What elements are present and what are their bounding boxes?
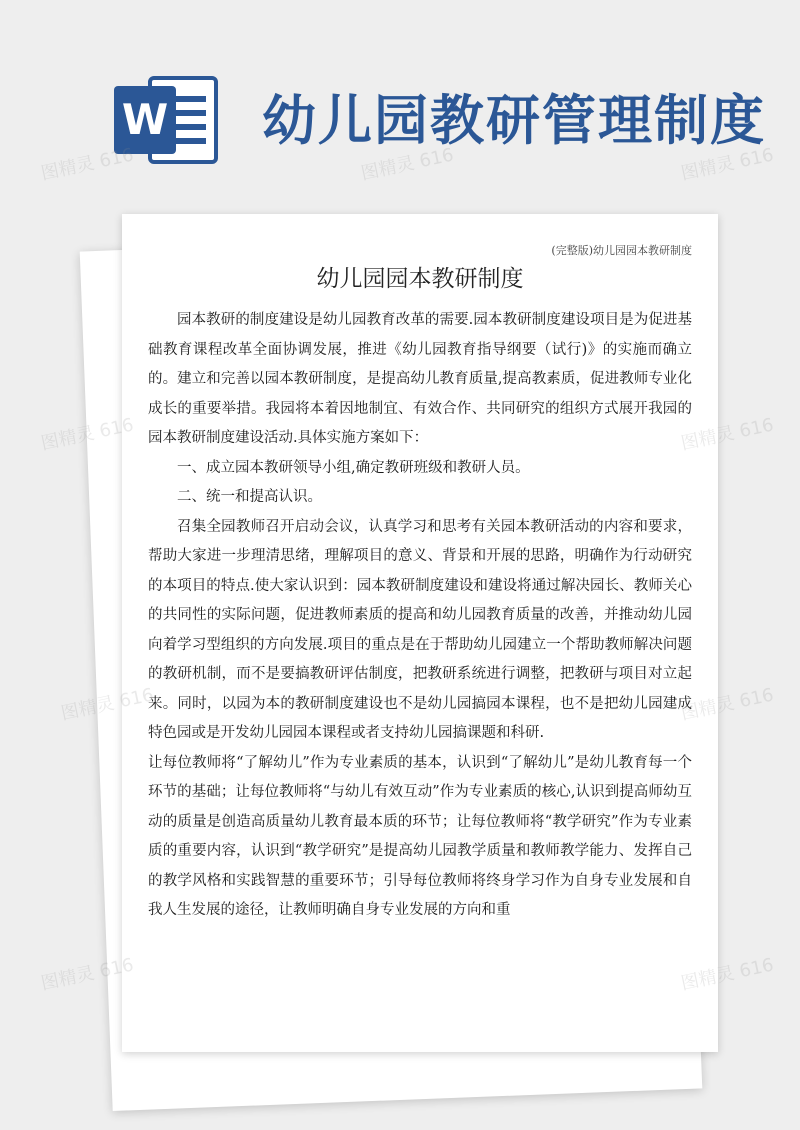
running-header: (完整版)幼儿园园本教研制度 (551, 244, 692, 257)
paragraph-teacher-goals: 让每位教师将“了解幼儿”作为专业素质的基本，认识到“了解幼儿”是幼儿教育每一个环节的基础；让每位教师将“与幼儿有效互动”作为专业素质的核心,认识到提高师幼互动的质量是创造高质量幼儿教育最本质的环节；让每位教师将“教学研究”作为专业素质的重要内容，认识到“教学研究”是提高幼儿园教学质量和教师教学能力、发挥自己的教学风格和实践智慧的重要环节；引导每位教师将终身学习作为自身专业发展和自我人生发展的途径，让教师明确自身专业发展的方向和重 (148, 754, 692, 918)
word-document-icon (110, 72, 220, 168)
word-icon-letter: W (121, 95, 169, 144)
banner (0, 0, 800, 190)
document-title: 幼儿园园本教研制度 (316, 266, 524, 292)
watermark: 图精灵 616 (679, 684, 776, 725)
document-body (148, 306, 692, 926)
watermark: 图精灵 616 (679, 954, 776, 995)
watermark: 图精灵 (39, 422, 97, 455)
paragraph-intro: 园本教研的制度建设是幼儿园教育改革的需要.园本教研制度建设项目是为促进基础教育课程改革全面协调发展，推进《幼儿园教育指导纲要（试行)》的实施而确立的。建立和完善以园本教研制度，是提高幼儿教育质量,提高教素质，促进教师专业化成长的重要举措。我园将本着因地制宜、有效合作、共同研究的组织方式展开我园的园本教研制度建设活动.具体实施方案如下： (148, 312, 692, 446)
watermark: 图精灵 616 (679, 414, 776, 455)
banner-title: 幼儿园教研管理制度 (262, 89, 766, 152)
watermark: 图精灵 (59, 692, 117, 725)
watermark: 图精灵 616 (359, 144, 456, 185)
watermark: 图精灵 616 (679, 144, 776, 185)
paragraph-meeting: 召集全园教师召开启动会议，认真学习和思考有关园本教研活动的内容和要求，帮助大家进一步理清思绪，理解项目的意义、背景和开展的思路，明确作为行动研究的本项目的特点.使大家认识到：园本教研制度建设和建设将通过解决园长、教师关心的共同性的实际问题，促进教师素质的提高和幼儿园教育质量的改善，并推动幼儿园向着学习型组织的方向发展.项目的重点是在于帮助幼儿园建立一个帮助教师解决问题的教研机制，而不是要搞教研评估制度，把教研系统进行调整，把教研与项目对立起来。同时，以园为本的教研制度建设也不是幼儿园搞园本课程，也不是把幼儿园建成特色园或是开发幼儿园园本课程或者支持幼儿园搞课题和科研. (148, 518, 692, 741)
paragraph-step-one: 一、成立园本教研领导小组,确定教研班级和教研人员。 (177, 459, 530, 476)
document-page (122, 214, 718, 1052)
watermark: 图精灵 616 (39, 954, 136, 995)
paragraph-step-two: 二、统一和提高认识。 (177, 489, 322, 505)
watermark: 图精灵 616 (39, 144, 136, 185)
